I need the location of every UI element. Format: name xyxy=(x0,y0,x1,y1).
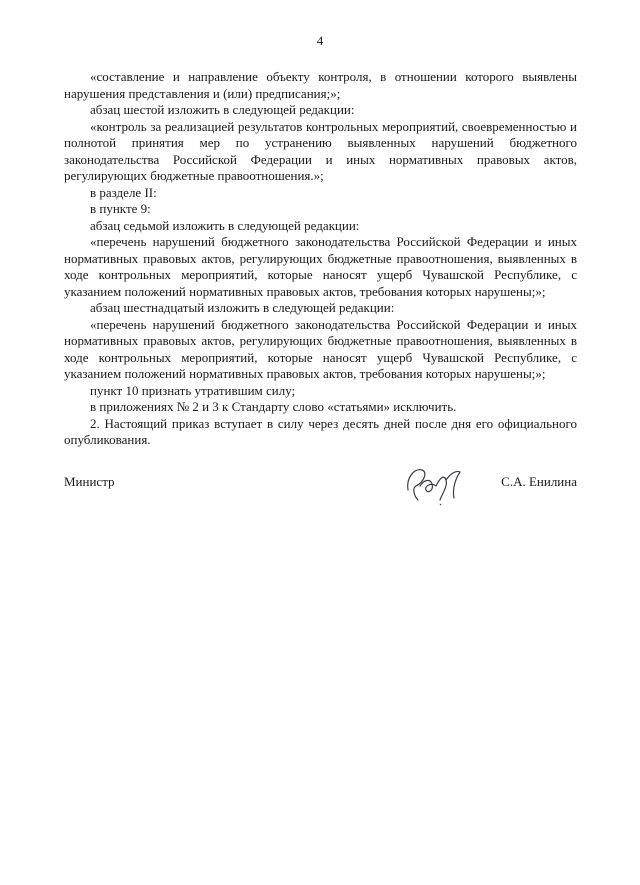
paragraph: в пункте 9: xyxy=(90,201,151,216)
paragraph: «перечень нарушений бюджетного законодательства Российской Федерации и иных нормативных правовых актов, регулирующих бюджетные правоотношения, выявленных в ходе контрольных мероприятий, которые наносят ущерб Чувашской Республике, с указанием положений нормативных правовых актов, требования которых нарушены;»; xyxy=(64,234,577,299)
paragraph: 2. Настоящий приказ вступает в силу через десять дней после дня его официального опубликования. xyxy=(64,415,577,447)
signer-role: Министр xyxy=(64,474,115,489)
paragraph: абзац седьмой изложить в следующей редакции: xyxy=(90,217,360,233)
handwritten-signature xyxy=(402,460,472,508)
signer-name: С.А. Енилина xyxy=(501,474,577,489)
page-number: 4 xyxy=(316,33,324,48)
paragraph: «перечень нарушений бюджетного законодательства Российской Федерации и иных нормативных правовых актов, регулирующих бюджетные правоотношения, выявленных в ходе контрольных мероприятий, которые наносят ущерб Чувашской Республике, с указанием положений нормативных правовых актов, требования которых нарушены;»; xyxy=(64,316,577,381)
paragraph: пункт 10 признать утратившим силу; xyxy=(90,382,296,398)
document-body xyxy=(64,69,577,449)
paragraph: абзац шестой изложить в следующей редакции: xyxy=(90,102,355,117)
paragraph: «составление и направление объекту контроля, в отношении которого выявлены нарушения представления и (или) предписания;»; xyxy=(64,69,577,101)
paragraph: в приложениях № 2 и 3 к Стандарту слово «статьями» исключить. xyxy=(90,399,457,414)
paragraph: в разделе II: xyxy=(90,184,157,200)
paragraph: абзац шестнадцатый изложить в следующей редакции: xyxy=(90,300,395,315)
signature-block xyxy=(64,460,577,520)
paragraph: «контроль за реализацией результатов контрольных мероприятий, своевременностью и полнотой принятия мер по устранению выявленных нарушений бюджетного законодательства Российской Федерации и иных нормативных правовых актов, регулирующих бюджетные правоотношения.»; xyxy=(64,118,577,183)
